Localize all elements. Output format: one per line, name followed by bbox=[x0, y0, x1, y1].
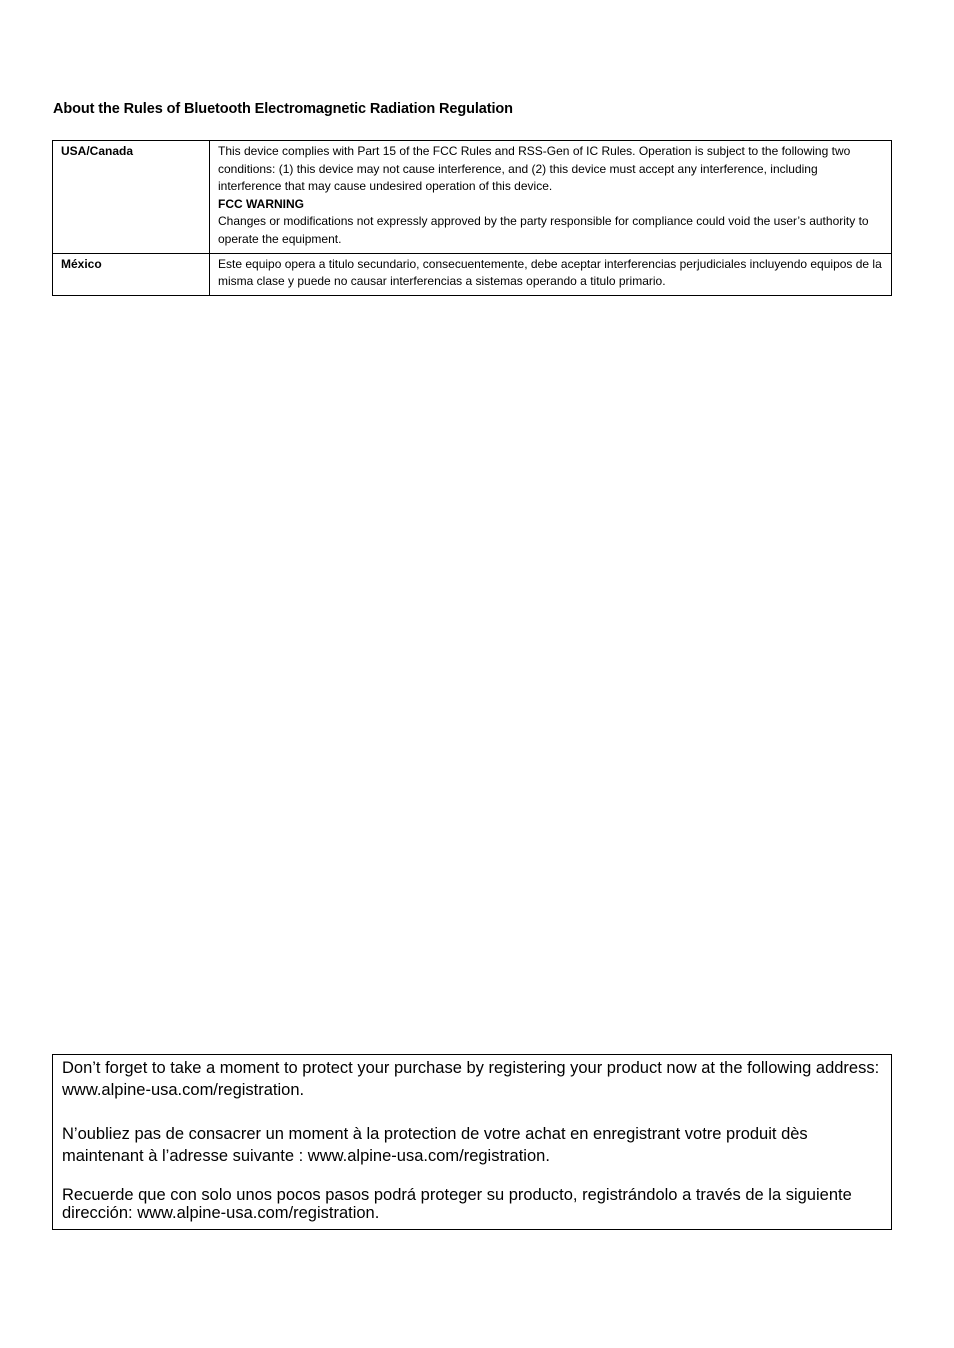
mexico-regulation-text: Este equipo opera a titulo secundario, consecuentemente, debe aceptar interferencias perjudiciales incluyendo equipos de la misma clase y puede no causar interferencias a sistemas operando a titulo primario. bbox=[218, 256, 882, 289]
fcc-warning-title: FCC WARNING bbox=[218, 196, 304, 211]
fcc-warning-text: Changes or modifications not expressly approved by the party responsible for compliance could void the user’s authority to operate the equipment. bbox=[218, 214, 869, 246]
registration-notice-box bbox=[52, 1054, 892, 1230]
registration-text-spanish: Recuerde que con solo unos pocos pasos podrá proteger su producto, registrándolo a través de la siguiente dirección: www.alpine-usa.com/registration. bbox=[62, 1186, 852, 1222]
page-title: About the Rules of Bluetooth Electromagnetic Radiation Regulation bbox=[53, 101, 513, 117]
regulation-text-cell-mexico bbox=[210, 253, 892, 295]
regulation-table bbox=[52, 140, 892, 296]
table-row-usa-canada bbox=[53, 141, 892, 254]
regulation-text-cell-usa-canada bbox=[210, 141, 892, 254]
region-cell-usa-canada: USA/Canada bbox=[53, 141, 210, 254]
table-row-mexico bbox=[53, 253, 892, 295]
registration-text-english: Don’t forget to take a moment to protect your purchase by registering your product now at the following address: www.alpine-usa.com/registration. bbox=[62, 1059, 880, 1099]
registration-text-french: N’oubliez pas de consacrer un moment à la protection de votre achat en enregistrant votre produit dès maintenant à l’adresse suivante : www.alpine-usa.com/registration. bbox=[62, 1125, 808, 1165]
region-cell-mexico: México bbox=[53, 253, 210, 295]
fcc-compliance-text: This device complies with Part 15 of the FCC Rules and RSS-Gen of IC Rules. Operation is subject to the following two conditions: (1) this device may not cause interference, and (2) this device must accept any interference, including interference that may cause undesired operation of this device. bbox=[218, 144, 851, 194]
